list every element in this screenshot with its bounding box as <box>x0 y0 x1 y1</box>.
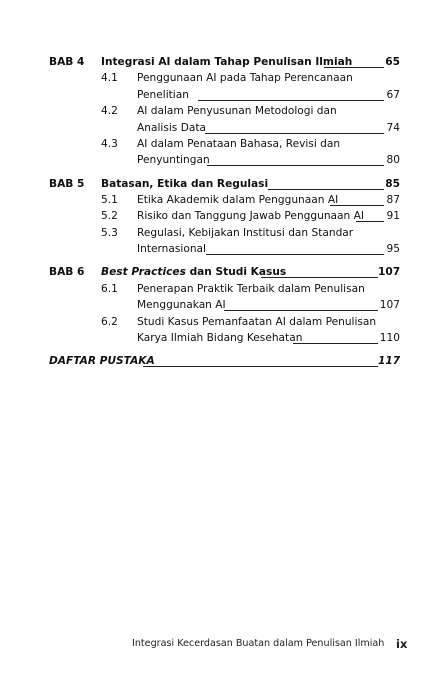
chapter-label: BAB 5 <box>49 178 85 190</box>
section-title-cont: Analisis Data <box>137 122 206 134</box>
section-title: Studi Kasus Pemanfaatan AI dalam Penulisan <box>137 316 377 328</box>
chapter-label: BAB 4 <box>49 56 85 68</box>
leader-line <box>330 205 384 206</box>
page-number: 65 <box>385 56 400 68</box>
section-title-cont: Menggunakan AI <box>137 299 226 311</box>
leader-line <box>356 221 384 222</box>
section-number: 4.1 <box>101 72 118 84</box>
page-number: 117 <box>378 355 401 367</box>
page-number: 107 <box>378 266 401 278</box>
page-number: 91 <box>386 210 400 222</box>
section-title: Risiko dan Tanggung Jawab Penggunaan AI <box>137 210 364 222</box>
page-number: 67 <box>386 89 400 101</box>
section-number: 4.2 <box>101 105 118 117</box>
leader-line <box>261 277 378 278</box>
section-number: 6.2 <box>101 316 118 328</box>
leader-line <box>293 343 378 344</box>
page-number: 87 <box>386 194 400 206</box>
page-number: 95 <box>386 243 400 255</box>
leader-line <box>324 67 384 68</box>
section-title: AI dalam Penataan Bahasa, Revisi dan <box>137 138 341 150</box>
page-number: 85 <box>385 178 400 190</box>
chapter-title <box>101 266 286 278</box>
section-number: 5.2 <box>101 210 118 222</box>
section-number: 4.3 <box>101 138 118 150</box>
leader-line <box>143 366 378 367</box>
section-title: Regulasi, Kebijakan Institusi dan Standar <box>137 227 354 239</box>
section-title-cont: Penyuntingan <box>137 154 210 166</box>
section-number: 6.1 <box>101 283 118 295</box>
running-footer-title: Integrasi Kecerdasan Buatan dalam Penulisan Ilmiah <box>132 638 385 649</box>
section-number: 5.3 <box>101 227 118 239</box>
leader-line <box>224 310 378 311</box>
section-title: Penggunaan AI pada Tahap Perencanaan <box>137 72 353 84</box>
leader-line <box>206 254 384 255</box>
leader-line <box>207 165 384 166</box>
leader-line <box>205 133 384 134</box>
section-title: Penerapan Praktik Terbaik dalam Penulisan <box>137 283 365 295</box>
page-number: 107 <box>379 299 400 311</box>
section-title-cont: Internasional <box>137 243 206 255</box>
section-number: 5.1 <box>101 194 118 206</box>
chapter-title-rest: dan Studi Kasus <box>185 266 287 278</box>
chapter-label: BAB 6 <box>49 266 85 278</box>
page-number: 74 <box>386 122 400 134</box>
bibliography-label: DAFTAR PUSTAKA <box>49 355 155 367</box>
section-title: Etika Akademik dalam Penggunaan AI <box>137 194 339 206</box>
chapter-title-italic: Best Practices <box>101 266 186 278</box>
section-title: AI dalam Penyusunan Metodologi dan <box>137 105 337 117</box>
leader-line <box>198 100 384 101</box>
section-title-cont: Penelitian <box>137 89 189 101</box>
leader-line <box>268 189 384 190</box>
section-title-cont: Karya Ilmiah Bidang Kesehatan <box>137 332 303 344</box>
page-number: 80 <box>386 154 400 166</box>
chapter-title: Integrasi AI dalam Tahap Penulisan Ilmiah <box>101 56 353 68</box>
chapter-title: Batasan, Etika dan Regulasi <box>101 178 269 190</box>
page-number: 110 <box>379 332 400 344</box>
folio-page-number: ix <box>396 637 408 651</box>
